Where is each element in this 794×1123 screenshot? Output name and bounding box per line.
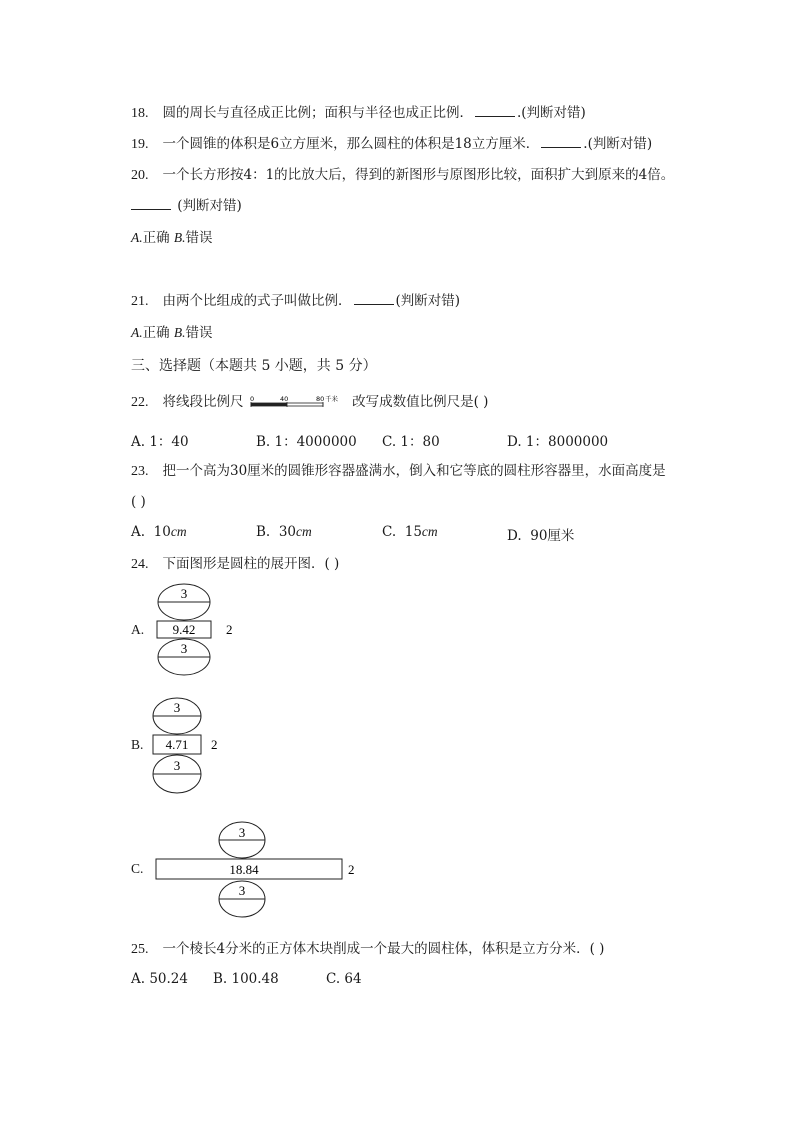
question-21-options bbox=[131, 324, 213, 342]
question-20-options bbox=[131, 229, 213, 247]
question-text: 将线段比例尺 bbox=[162, 394, 244, 410]
question-hint: (判断对错) bbox=[173, 198, 242, 214]
question-text: 一个圆锥的体积是6立方厘米，那么圆柱的体积是18立方厘米． bbox=[162, 136, 540, 152]
scale-label-80: 80 bbox=[315, 394, 325, 403]
figure-c-label[interactable]: C. bbox=[131, 861, 144, 876]
question-number: 23. bbox=[131, 464, 149, 479]
question-hint: .(判断对错) bbox=[517, 105, 586, 121]
option-letter: D. bbox=[507, 528, 522, 544]
option-letter: A. bbox=[131, 325, 143, 340]
answer-blank[interactable] bbox=[541, 135, 581, 148]
option-c[interactable] bbox=[382, 524, 438, 540]
cylinder-net-a bbox=[150, 583, 250, 685]
answer-blank[interactable] bbox=[475, 104, 515, 117]
option-a[interactable]: 正确 bbox=[142, 230, 170, 246]
question-24 bbox=[131, 555, 339, 574]
section-heading: 三、选择题（本题共 5 小题，共 5 分） bbox=[131, 358, 377, 374]
option-b[interactable] bbox=[256, 524, 312, 540]
height-label: 2 bbox=[348, 862, 355, 877]
height-label: 2 bbox=[226, 622, 233, 637]
option-a[interactable] bbox=[131, 524, 187, 540]
figure-a-label[interactable]: A. bbox=[131, 622, 145, 637]
scale-label-40: 40 bbox=[279, 394, 289, 403]
option-a[interactable]: A. 1：40 bbox=[131, 434, 189, 450]
option-b[interactable]: 错误 bbox=[185, 325, 213, 341]
question-25 bbox=[131, 940, 604, 959]
rect-label: 4.71 bbox=[165, 737, 189, 752]
answer-blank[interactable] bbox=[354, 292, 394, 305]
option-unit: cm bbox=[170, 524, 187, 539]
option-b[interactable]: B. 100.48 bbox=[213, 971, 279, 987]
question-number: 19. bbox=[131, 137, 149, 152]
question-text: 下面图形是圆柱的展开图．( ) bbox=[162, 556, 340, 572]
option-c[interactable]: C. 64 bbox=[326, 971, 362, 987]
cylinder-net-b bbox=[150, 696, 230, 802]
option-a[interactable]: 正确 bbox=[142, 325, 170, 341]
question-20 bbox=[131, 166, 674, 185]
question-20-line2 bbox=[131, 197, 242, 215]
scale-bar-figure bbox=[250, 395, 346, 411]
question-number: 21. bbox=[131, 294, 149, 309]
scale-label-unit: 千米 bbox=[324, 394, 338, 403]
question-text: 由两个比组成的式子叫做比例． bbox=[162, 293, 352, 309]
option-value: 90厘米 bbox=[530, 528, 575, 544]
circle-label: 3 bbox=[180, 641, 188, 656]
question-number: 22. bbox=[131, 395, 149, 410]
option-b[interactable]: B. 1：4000000 bbox=[256, 434, 357, 450]
question-text: 一个棱长4分米的正方体木块削成一个最大的圆柱体，体积是立方分米．( ) bbox=[162, 941, 605, 957]
option-letter: B. bbox=[173, 230, 186, 245]
option-b[interactable]: 错误 bbox=[185, 230, 213, 246]
scale-label-0: 0 bbox=[249, 394, 254, 403]
option-letter: A. bbox=[131, 230, 143, 245]
circle-label: 3 bbox=[238, 883, 246, 898]
option-value: 30 bbox=[278, 524, 296, 540]
question-number: 24. bbox=[131, 557, 149, 572]
question-hint: (判断对错) bbox=[395, 293, 461, 309]
question-22 bbox=[131, 393, 488, 412]
option-d[interactable] bbox=[507, 524, 574, 544]
circle-label: 3 bbox=[173, 758, 181, 773]
circle-label: 3 bbox=[238, 825, 246, 840]
rect-label: 9.42 bbox=[172, 622, 196, 637]
option-letter: A. bbox=[131, 524, 146, 540]
question-19 bbox=[131, 135, 652, 154]
rect-label: 18.84 bbox=[229, 862, 259, 877]
scale-bar-segment bbox=[251, 403, 287, 406]
option-unit: cm bbox=[421, 524, 438, 539]
option-value: 15 bbox=[404, 524, 422, 540]
option-d[interactable]: D. 1：8000000 bbox=[507, 434, 609, 450]
question-21 bbox=[131, 292, 460, 311]
height-label: 2 bbox=[211, 737, 218, 752]
question-number: 20. bbox=[131, 168, 149, 183]
option-c[interactable]: C. 1：80 bbox=[382, 434, 440, 450]
cylinder-net-c bbox=[150, 818, 370, 926]
option-letter: B. bbox=[256, 524, 271, 540]
circle-label: 3 bbox=[180, 586, 188, 601]
option-value: 10 bbox=[153, 524, 171, 540]
circle-label: 3 bbox=[173, 700, 181, 715]
option-unit: cm bbox=[296, 524, 312, 539]
question-text: 圆的周长与直径成正比例；面积与半径也成正比例． bbox=[162, 105, 473, 121]
option-a[interactable]: A. 50.24 bbox=[131, 971, 188, 987]
option-letter: B. bbox=[173, 325, 186, 340]
question-text: 把一个高为30厘米的圆锥形容器盛满水，倒入和它等底的圆柱形容器里，水面高度是 bbox=[162, 463, 666, 479]
option-letter: C. bbox=[382, 524, 397, 540]
figure-b-label[interactable]: B. bbox=[131, 737, 144, 752]
question-18 bbox=[131, 104, 586, 123]
question-text-end: 改写成数值比例尺是( ) bbox=[352, 394, 489, 410]
question-text: 一个长方形按4：1的比放大后，得到的新图形与原图形比较，面积扩大到原来的4倍。 bbox=[162, 167, 675, 183]
question-number: 25. bbox=[131, 942, 149, 957]
question-23 bbox=[131, 462, 666, 481]
question-number: 18. bbox=[131, 106, 149, 121]
question-23-paren: ( ) bbox=[131, 494, 146, 510]
answer-blank[interactable] bbox=[131, 197, 171, 210]
question-hint: .(判断对错) bbox=[583, 136, 653, 152]
